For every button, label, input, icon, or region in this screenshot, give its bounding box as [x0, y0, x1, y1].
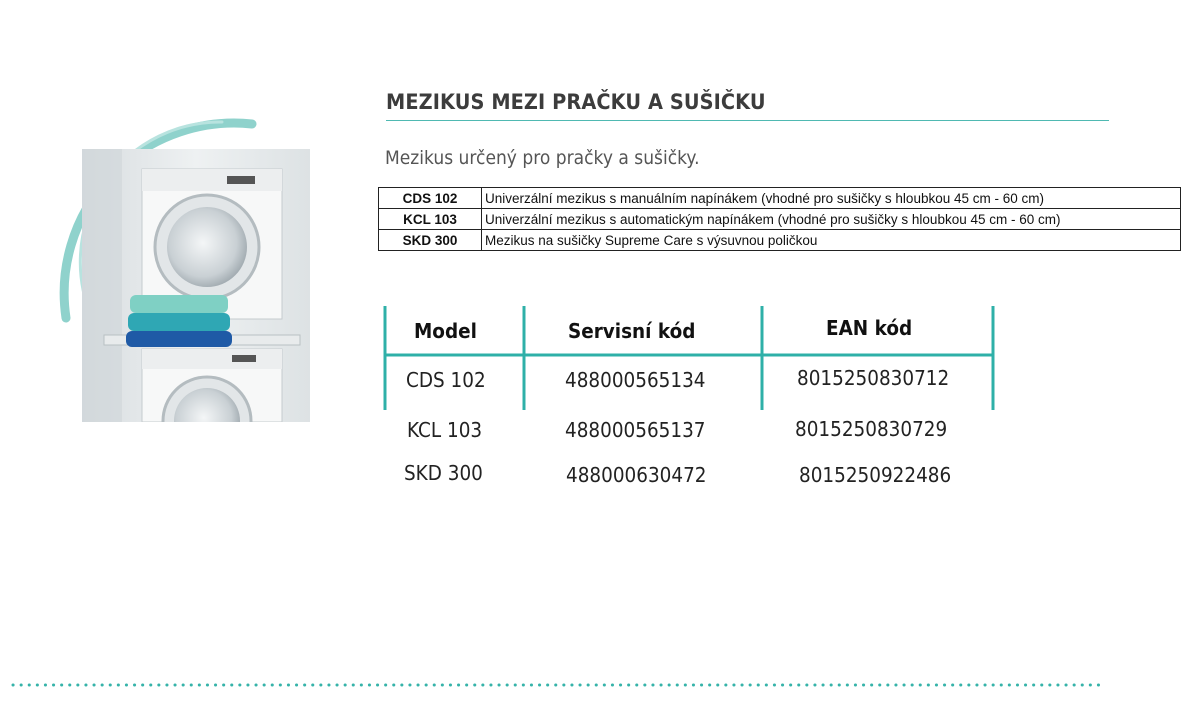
spec-code: CDS 102 [379, 188, 482, 209]
washer-dryer-photo [82, 149, 310, 422]
cell-service-code: 488000565134 [565, 368, 706, 392]
column-header-ean: EAN kód [826, 316, 913, 340]
spec-code: SKD 300 [379, 230, 482, 251]
table-row [379, 230, 1181, 251]
table-row [379, 209, 1181, 230]
spec-table [378, 187, 1181, 251]
cell-ean: 8015250830712 [797, 366, 950, 390]
column-header-service-code: Servisní kód [568, 319, 696, 343]
spec-description: Mezikus na sušičky Supreme Care s výsuvnou poličkou [482, 230, 1181, 251]
page-title: MEZIKUS MEZI PRAČKU A SUŠIČKU [386, 90, 766, 114]
spec-description: Univerzální mezikus s automatickým napínákem (vhodné pro sušičky s hloubkou 45 cm - 60 cm) [482, 209, 1181, 230]
cell-model: SKD 300 [404, 461, 483, 485]
cell-ean: 8015250922486 [799, 463, 952, 487]
table-row [379, 188, 1181, 209]
column-header-model: Model [414, 319, 477, 343]
page-subtitle: Mezikus určený pro pračky a sušičky. [385, 147, 700, 169]
cell-service-code: 488000565137 [565, 418, 706, 442]
spec-description: Univerzální mezikus s manuálním napínákem (vhodné pro sušičky s hloubkou 45 cm - 60 cm) [482, 188, 1181, 209]
title-divider [386, 120, 1109, 121]
cell-service-code: 488000630472 [566, 463, 707, 487]
cell-ean: 8015250830729 [795, 417, 948, 441]
footer-dotted-divider [10, 682, 1105, 688]
cell-model: KCL 103 [407, 418, 483, 442]
cell-model: CDS 102 [406, 368, 486, 392]
spec-code: KCL 103 [379, 209, 482, 230]
